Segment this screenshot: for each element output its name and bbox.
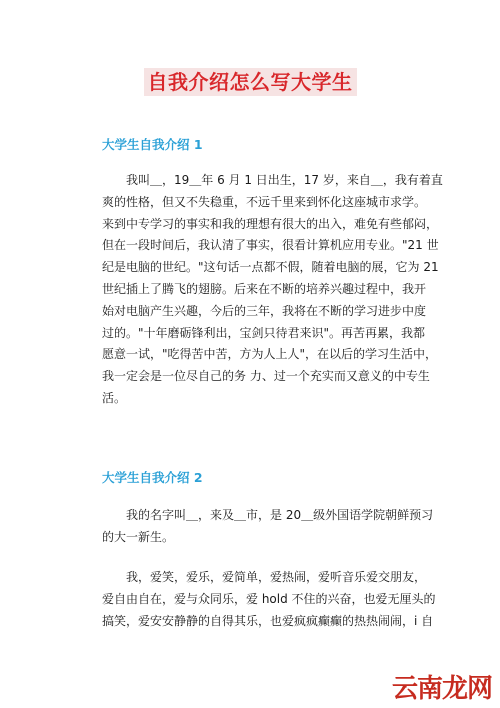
text-line: 愿意一试，"吃得苦中苦，方为人上人"，在以后的学习生活中，: [102, 347, 438, 362]
watermark-logo: 云南龙网: [391, 674, 492, 704]
section-heading-2: 大学生自我介绍 2: [102, 470, 203, 485]
text-line: 我一定会是一位尽自己的务 力、过一个充实而又意义的中专生: [102, 369, 430, 384]
section-1-paragraph-1: [102, 170, 443, 410]
section-heading-1: 大学生自我介绍 1: [102, 137, 203, 152]
title-wrap: [0, 68, 500, 96]
text-line: 活。: [102, 390, 127, 405]
text-line: 过的。"十年磨砺锋利出，宝剑只待君来识"。再苦再累，我都: [102, 325, 426, 340]
text-line: 搞笑，爱安安静静的自得其乐，也爱疯疯癫癫的热热闹闹，i 自: [102, 613, 434, 628]
text-line: 我叫＿，19＿年 6 月 1 日出生，17 岁，来自＿，我有着直: [126, 173, 443, 187]
text-line: 我的名字叫＿，来及＿市，是 20＿级外国语学院朝鲜预习: [126, 508, 434, 522]
text-line: 来到中专学习的事实和我的理想有很大的出入，难免有些郁闷，: [102, 216, 439, 231]
section-2-paragraph-1: [102, 505, 434, 549]
text-line: 始对电脑产生兴趣，今后的三年，我将在不断的学习进步中度: [102, 303, 427, 318]
text-line: 我，爱笑，爱乐，爱简单，爱热闹，爱听音乐爱交朋友，: [126, 570, 427, 584]
text-line: 纪是电脑的世纪。"这句话一点都不假，随着电脑的展，它为 21: [102, 260, 439, 275]
text-line: 但在一段时间后，我认清了事实，很看计算机应用专业。"21 世: [102, 238, 439, 253]
text-line: 世纪插上了腾飞的翅膀。后来在不断的培养兴趣过程中，我开: [102, 281, 427, 296]
section-2-paragraph-2: [102, 567, 436, 632]
page-title: 自我介绍怎么写大学生: [144, 68, 357, 96]
text-line: 爽的性格，但又不失稳重，不远千里来到怀化这座城市求学。: [102, 194, 427, 209]
text-line: 的大一新生。: [102, 529, 175, 544]
text-line: 爱自由自在，爱与众同乐，爱 hold 不住的兴奋，也爱无厘头的: [102, 591, 436, 606]
